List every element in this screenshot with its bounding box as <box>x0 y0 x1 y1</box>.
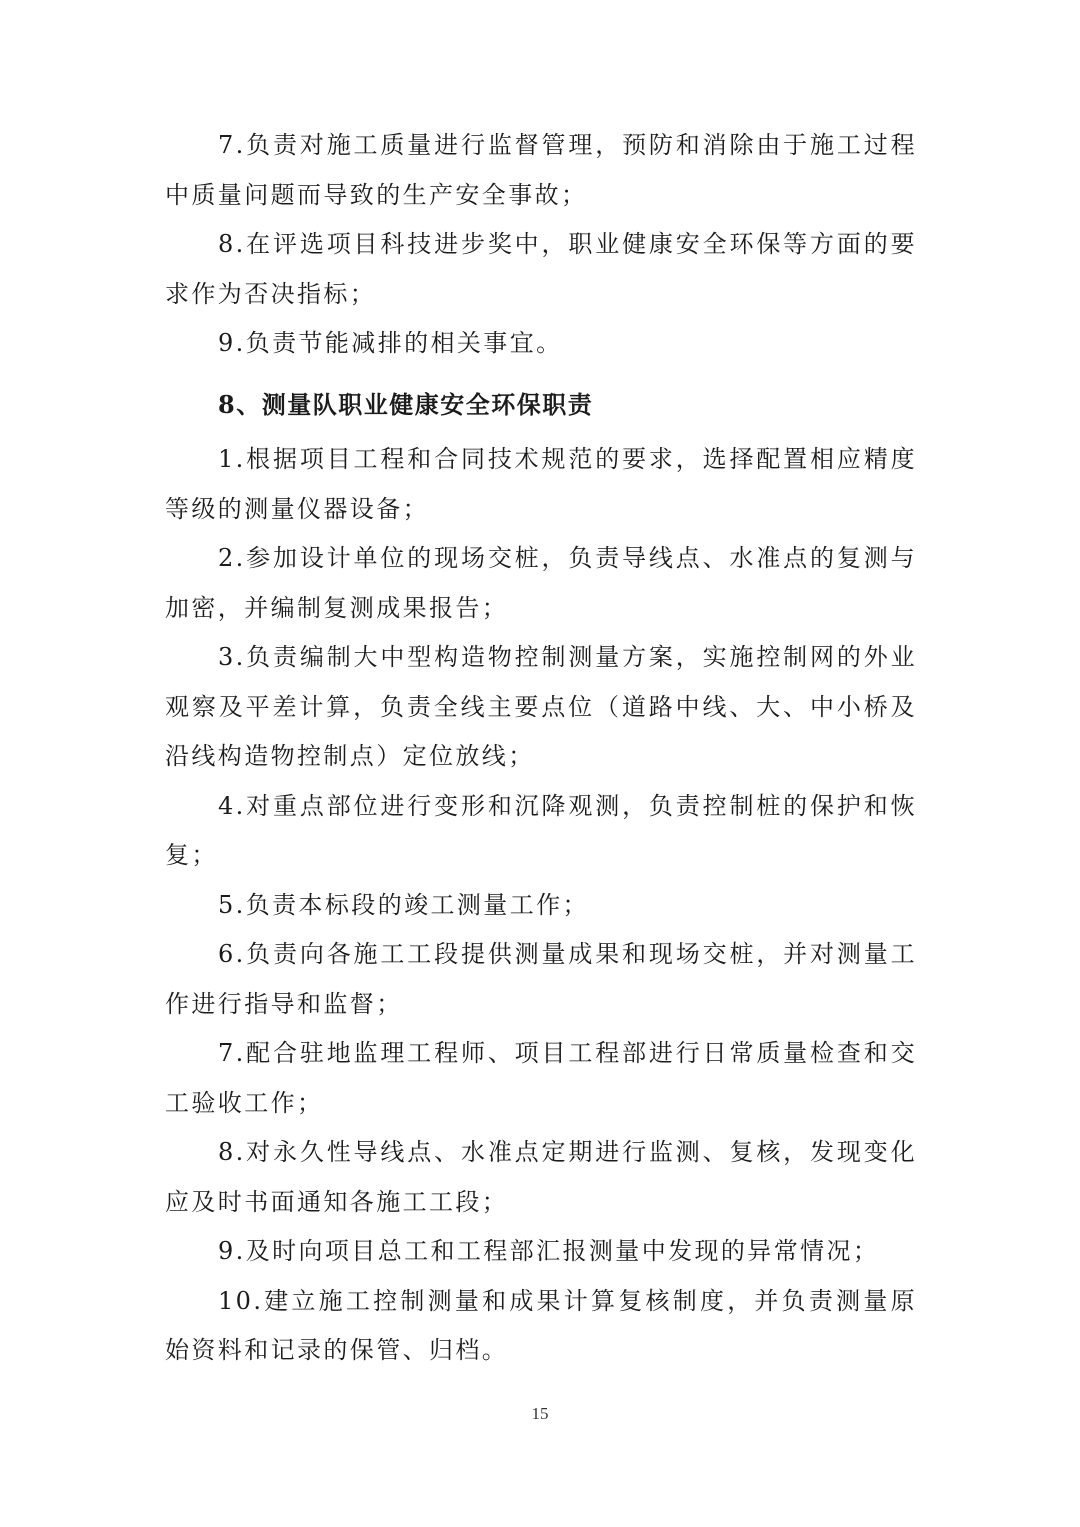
paragraph-item: 3.负责编制大中型构造物控制测量方案，实施控制网的外业观察及平差计算，负责全线主要点位（道路中线、大、中小桥及沿线构造物控制点）定位放线； <box>165 643 917 770</box>
paragraph-item: 6.负责向各施工工段提供测量成果和现场交桩，并对测量工作进行指导和监督； <box>165 940 917 1018</box>
paragraph-item: 9.负责节能减排的相关事宜。 <box>218 329 563 357</box>
page-number: 15 <box>531 1404 549 1423</box>
paragraph-item: 7.配合驻地监理工程师、项目工程部进行日常质量检查和交工验收工作； <box>165 1039 917 1117</box>
paragraph-item: 2.参加设计单位的现场交桩，负责导线点、水准点的复测与加密，并编制复测成果报告； <box>165 544 917 622</box>
paragraph-item: 10.建立施工控制测量和成果计算复核制度，并负责测量原始资料和记录的保管、归档。 <box>165 1286 917 1364</box>
paragraph-item: 9.及时向项目总工和工程部汇报测量中发现的异常情况； <box>218 1237 880 1265</box>
page-content <box>165 121 917 1376</box>
paragraph-item: 1.根据项目工程和合同技术规范的要求，选择配置相应精度等级的测量仪器设备； <box>165 445 917 523</box>
paragraph-item: 7.负责对施工质量进行监督管理，预防和消除由于施工过程中质量问题而导致的生产安全事故； <box>165 131 917 209</box>
paragraph-item: 8.对永久性导线点、水准点定期进行监测、复核，发现变化应及时书面通知各施工工段； <box>165 1138 917 1216</box>
paragraph-item: 8.在评选项目科技进步奖中，职业健康安全环保等方面的要求作为否决指标； <box>165 230 917 308</box>
section-heading: 8、测量队职业健康安全环保职责 <box>218 389 594 419</box>
paragraph-item: 4.对重点部位进行变形和沉降观测，负责控制桩的保护和恢复； <box>165 791 917 869</box>
paragraph-item: 5.负责本标段的竣工测量工作； <box>218 890 589 919</box>
